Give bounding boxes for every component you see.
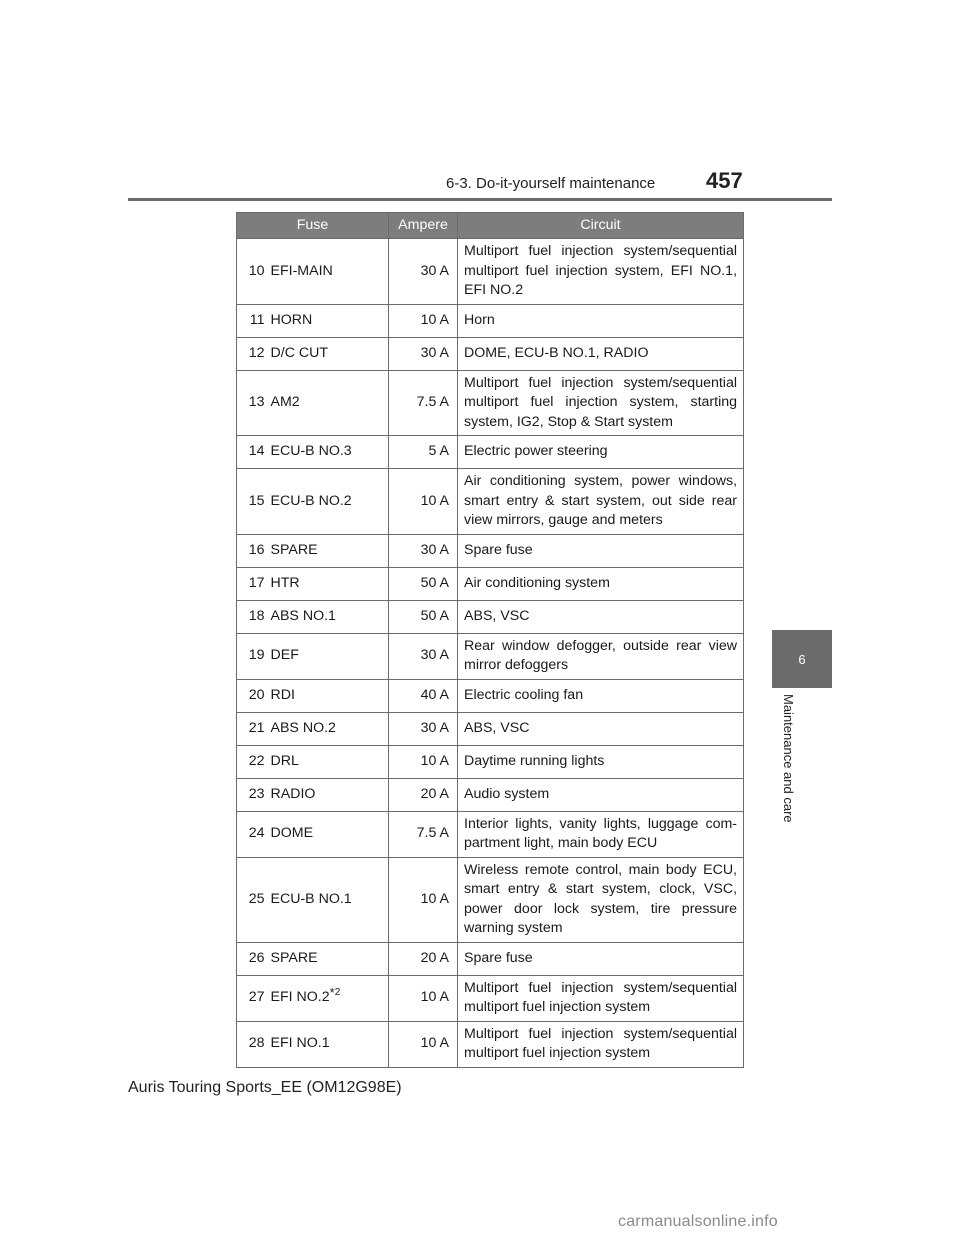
fuse-name-cell <box>269 370 389 436</box>
fuse-ampere: 30 A <box>389 633 458 679</box>
table-row <box>237 778 744 811</box>
fuse-name: EFI-MAIN <box>270 262 333 279</box>
fuse-circuit: ABS, VSC <box>458 600 744 633</box>
watermark: carmanualsonline.info <box>618 1213 778 1230</box>
fuse-name-cell <box>269 679 389 712</box>
fuse-name: D/C CUT <box>270 344 329 361</box>
fuse-name: HTR <box>270 574 300 591</box>
fuse-circuit: Electric power steering <box>458 436 744 469</box>
fuse-number: 11 <box>237 304 269 337</box>
fuse-circuit: DOME, ECU-B NO.1, RADIO <box>458 337 744 370</box>
fuse-ampere: 7.5 A <box>389 370 458 436</box>
fuse-circuit: Air conditioning system, power windows, smart entry & start system, out side rear view mirrors, gauge and meters <box>458 469 744 535</box>
fuse-ampere: 10 A <box>389 469 458 535</box>
fuse-name-cell <box>269 600 389 633</box>
table-row <box>237 469 744 535</box>
footnote-mark: * <box>329 985 335 1001</box>
fuse-circuit: Air conditioning system <box>458 567 744 600</box>
page-number: 457 <box>706 168 743 193</box>
table-row <box>237 633 744 679</box>
fuse-ampere: 30 A <box>389 239 458 305</box>
fuse-ampere: 20 A <box>389 942 458 975</box>
fuse-name-cell <box>269 304 389 337</box>
fuse-ampere: 10 A <box>389 1021 458 1067</box>
fuse-name-cell <box>269 469 389 535</box>
fuse-number: 17 <box>237 567 269 600</box>
table-row <box>237 1021 744 1067</box>
fuse-table <box>236 212 744 1068</box>
fuse-name: DEF <box>270 647 299 664</box>
table-body <box>237 239 744 1068</box>
fuse-ampere: 40 A <box>389 679 458 712</box>
table-row <box>237 975 744 1021</box>
fuse-name: RADIO <box>270 785 316 802</box>
fuse-number: 13 <box>237 370 269 436</box>
table-row <box>237 239 744 305</box>
table-row <box>237 712 744 745</box>
header-divider <box>128 198 832 201</box>
fuse-name: DRL <box>270 752 299 769</box>
fuse-number: 21 <box>237 712 269 745</box>
fuse-name-cell <box>269 239 389 305</box>
table-row <box>237 679 744 712</box>
table-row <box>237 436 744 469</box>
fuse-number: 25 <box>237 857 269 942</box>
fuse-name-cell <box>269 942 389 975</box>
column-header-ampere: Ampere <box>389 213 458 239</box>
table-row <box>237 534 744 567</box>
table-row <box>237 567 744 600</box>
fuse-number: 12 <box>237 337 269 370</box>
manual-footer: Auris Touring Sports_EE (OM12G98E) <box>128 1079 402 1096</box>
fuse-name-cell <box>269 1021 389 1067</box>
fuse-name: AM2 <box>270 394 300 410</box>
fuse-number: 27 <box>237 975 269 1021</box>
fuse-name: EFI NO.1 <box>270 1035 330 1052</box>
fuse-circuit: Multiport fuel injection system/sequential multiport fuel injection system <box>458 975 744 1021</box>
table-row <box>237 337 744 370</box>
table-row <box>237 942 744 975</box>
fuse-number: 26 <box>237 942 269 975</box>
chapter-tab[interactable] <box>772 630 832 688</box>
fuse-name: SPARE <box>270 541 318 558</box>
fuse-number: 18 <box>237 600 269 633</box>
fuse-number: 28 <box>237 1021 269 1067</box>
column-header-circuit: Circuit <box>458 213 744 239</box>
fuse-ampere: 5 A <box>389 436 458 469</box>
fuse-number: 19 <box>237 633 269 679</box>
fuse-name: ECU-B NO.3 <box>270 443 352 460</box>
fuse-name-cell <box>269 436 389 469</box>
fuse-number: 24 <box>237 811 269 857</box>
fuse-ampere: 30 A <box>389 337 458 370</box>
fuse-circuit: Spare fuse <box>458 942 744 975</box>
fuse-name: ECU-B NO.1 <box>270 890 352 907</box>
fuse-name-cell <box>269 534 389 567</box>
fuse-number: 10 <box>237 239 269 305</box>
footnote-ref: 2 <box>334 987 341 999</box>
fuse-ampere: 50 A <box>389 567 458 600</box>
fuse-ampere: 10 A <box>389 975 458 1021</box>
section-title: 6-3. Do-it-yourself maintenance <box>446 175 656 192</box>
fuse-number: 22 <box>237 745 269 778</box>
chapter-label: Maintenance and care <box>781 694 796 823</box>
table-header <box>237 213 744 239</box>
fuse-name: DOME <box>270 825 314 842</box>
fuse-name: ABS NO.2 <box>270 719 336 736</box>
fuse-number: 14 <box>237 436 269 469</box>
fuse-ampere: 7.5 A <box>389 811 458 857</box>
fuse-name: EFI NO.2 <box>270 989 330 1006</box>
fuse-ampere: 10 A <box>389 745 458 778</box>
table-row <box>237 811 744 857</box>
fuse-name-cell <box>269 811 389 857</box>
fuse-circuit: ABS, VSC <box>458 712 744 745</box>
chapter-number: 6 <box>798 651 806 667</box>
fuse-name-cell <box>269 745 389 778</box>
fuse-ampere: 50 A <box>389 600 458 633</box>
fuse-circuit: Horn <box>458 304 744 337</box>
fuse-name: HORN <box>270 311 313 328</box>
fuse-name: ABS NO.1 <box>270 607 336 624</box>
fuse-name-cell <box>269 633 389 679</box>
fuse-circuit: Spare fuse <box>458 534 744 567</box>
fuse-name: RDI <box>270 686 295 703</box>
fuse-circuit: Daytime running lights <box>458 745 744 778</box>
fuse-ampere: 30 A <box>389 534 458 567</box>
fuse-name: SPARE <box>270 949 318 966</box>
fuse-name: ECU-B NO.2 <box>270 492 352 509</box>
fuse-circuit: Audio system <box>458 778 744 811</box>
fuse-number: 15 <box>237 469 269 535</box>
fuse-circuit: Multiport fuel injection system/sequential multiport fuel injection system, starting system, IG2, Stop & Start system <box>458 370 744 436</box>
column-header-fuse: Fuse <box>237 213 389 239</box>
fuse-name-cell <box>269 975 389 1021</box>
fuse-name-cell <box>269 857 389 942</box>
fuse-name-cell <box>269 567 389 600</box>
fuse-circuit: Multiport fuel injection system/sequential multiport fuel injection system, EFI NO.1, EFI NO.2 <box>458 239 744 305</box>
fuse-name-cell <box>269 778 389 811</box>
fuse-name-cell <box>269 712 389 745</box>
table-row <box>237 600 744 633</box>
fuse-circuit: Electric cooling fan <box>458 679 744 712</box>
table-row <box>237 857 744 942</box>
fuse-number: 16 <box>237 534 269 567</box>
fuse-name-cell <box>269 337 389 370</box>
fuse-number: 20 <box>237 679 269 712</box>
fuse-ampere: 10 A <box>389 857 458 942</box>
table-row <box>237 304 744 337</box>
fuse-circuit: Wireless remote control, main body ECU, smart entry & start system, clock, VSC, power door lock system, tire pressure warning system <box>458 857 744 942</box>
fuse-circuit: Multiport fuel injection system/sequential multiport fuel injection system <box>458 1021 744 1067</box>
table-row <box>237 370 744 436</box>
table-row <box>237 745 744 778</box>
fuse-ampere: 20 A <box>389 778 458 811</box>
fuse-circuit: Rear window defogger, outside rear view mirror defoggers <box>458 633 744 679</box>
fuse-ampere: 30 A <box>389 712 458 745</box>
fuse-ampere: 10 A <box>389 304 458 337</box>
fuse-number: 23 <box>237 778 269 811</box>
fuse-circuit: Interior lights, vanity lights, luggage com-partment light, main body ECU <box>458 811 744 857</box>
